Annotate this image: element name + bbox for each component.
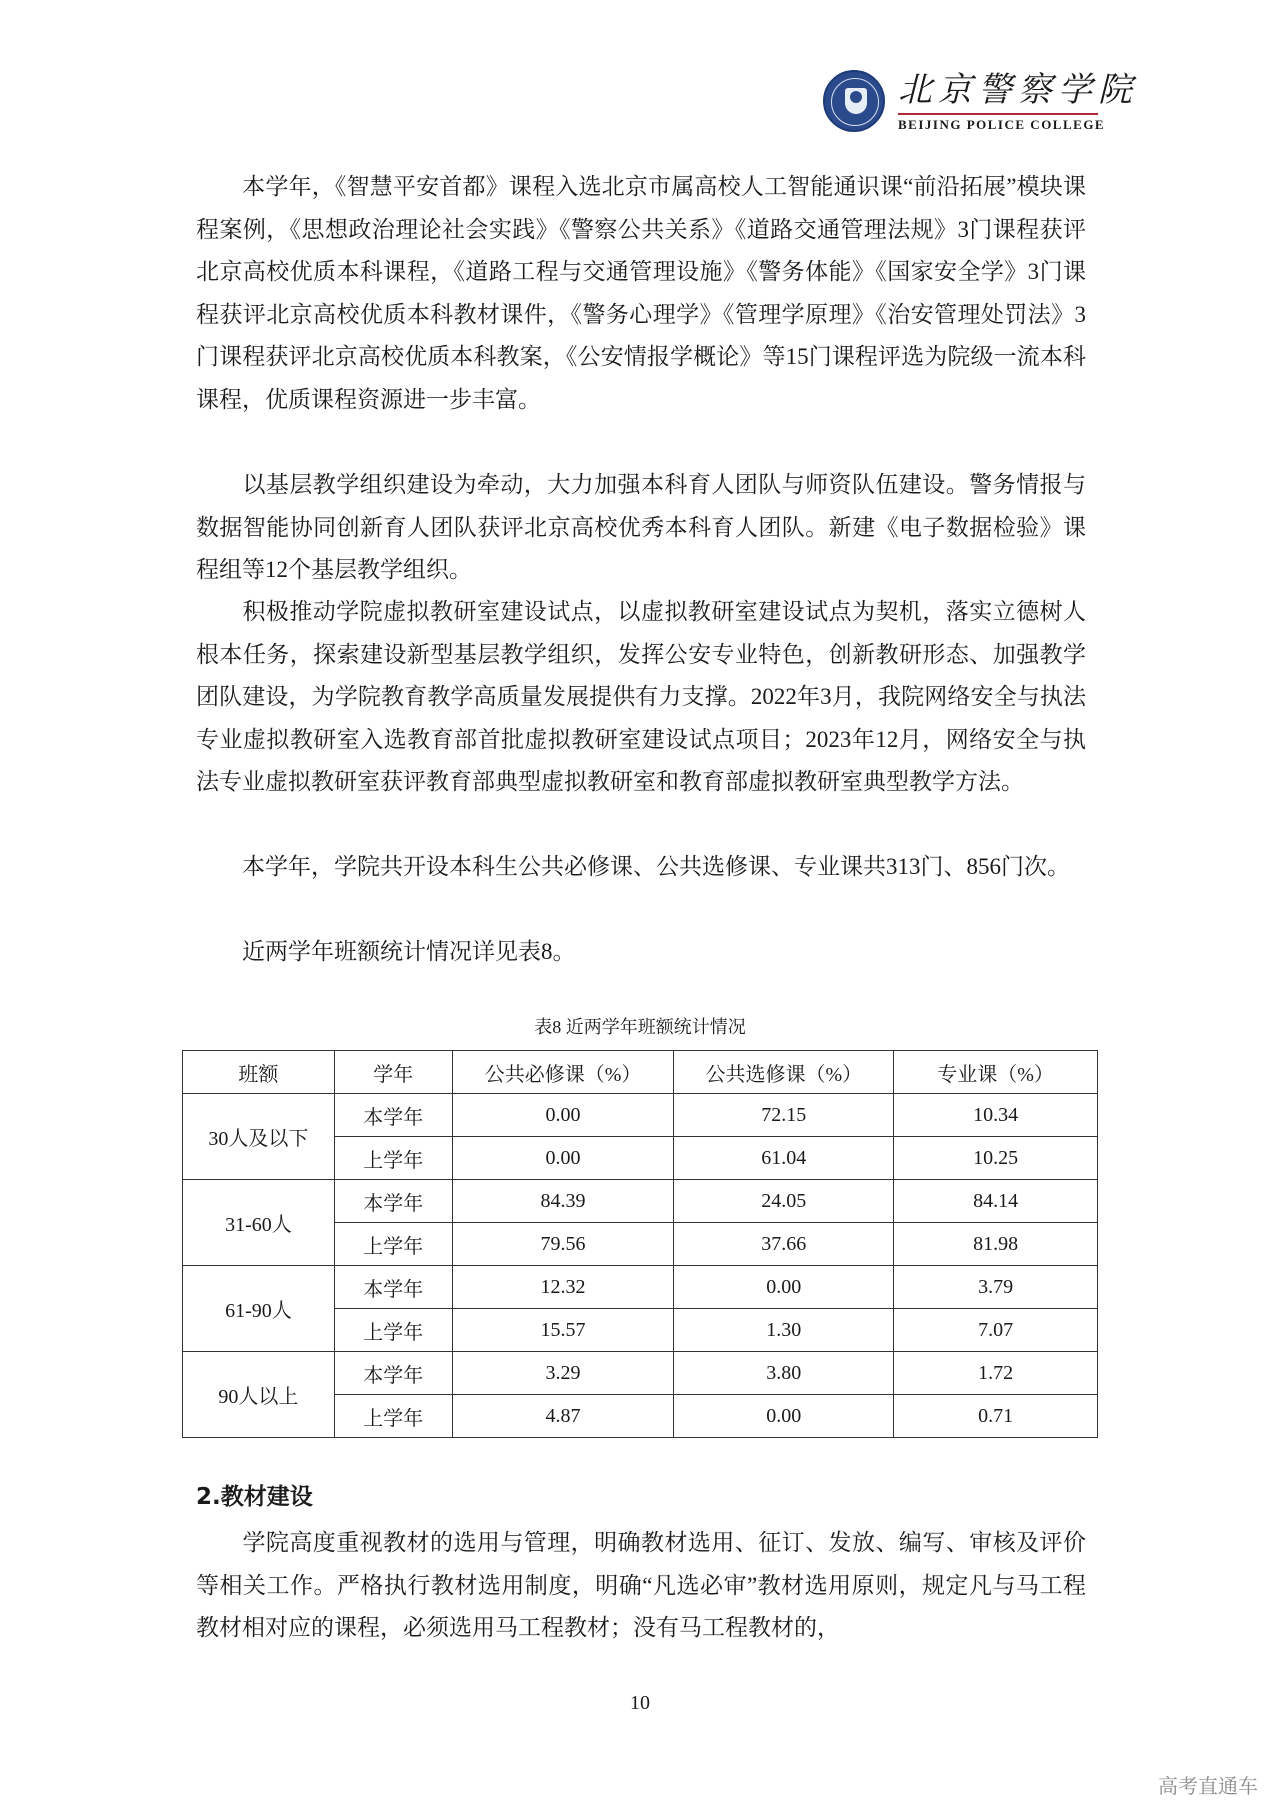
college-logo <box>823 70 1138 132</box>
paragraph-text: 以基层教学组织建设为牵动，大力加强本科育人团队与师资队伍建设。警务情报与数据智能协同创新育人团队获评北京高校优秀本科育人团队。新建《电子数据检验》课程组等12个基层教学组织。 <box>196 472 1086 582</box>
year-cell: 本学年 <box>334 1094 452 1137</box>
value-cell: 3.29 <box>452 1352 674 1395</box>
class-size-table <box>182 1050 1098 1438</box>
paragraph-textbooks <box>196 1522 1086 1650</box>
value-cell: 24.05 <box>674 1180 894 1223</box>
value-cell: 81.98 <box>894 1223 1098 1266</box>
page-number: 10 <box>630 1692 650 1714</box>
value-cell: 3.79 <box>894 1266 1098 1309</box>
header-public-required: 公共必修课（%） <box>452 1051 674 1094</box>
table-row <box>183 1266 1098 1309</box>
table-row <box>183 1094 1098 1137</box>
paragraph-text: 本学年，学院共开设本科生公共必修课、公共选修课、专业课共313门、856门次。 <box>242 854 1070 879</box>
table-row <box>183 1352 1098 1395</box>
paragraph-text: 学院高度重视教材的选用与管理，明确教材选用、征订、发放、编写、审核及评价等相关工作。严格执行教材选用制度，明确“凡选必审”教材选用原则，规定凡与马工程教材相对应的课程，必须选用马工程教材；没有马工程教材的， <box>196 1530 1086 1640</box>
year-cell: 上学年 <box>334 1309 452 1352</box>
value-cell: 61.04 <box>674 1137 894 1180</box>
value-cell: 84.14 <box>894 1180 1098 1223</box>
value-cell: 3.80 <box>674 1352 894 1395</box>
paragraph-courses <box>196 166 1086 421</box>
value-cell: 7.07 <box>894 1309 1098 1352</box>
value-cell: 1.72 <box>894 1352 1098 1395</box>
value-cell: 79.56 <box>452 1223 674 1266</box>
value-cell: 15.57 <box>452 1309 674 1352</box>
table-caption: 表8 近两学年班额统计情况 <box>534 1017 746 1037</box>
class-size-cell: 30人及以下 <box>183 1094 335 1180</box>
header-year: 学年 <box>334 1051 452 1094</box>
value-cell: 0.00 <box>452 1094 674 1137</box>
value-cell: 0.00 <box>674 1266 894 1309</box>
class-size-cell: 61-90人 <box>183 1266 335 1352</box>
year-cell: 本学年 <box>334 1180 452 1223</box>
paragraph-teaching-teams <box>196 464 1086 592</box>
year-cell: 上学年 <box>334 1395 452 1438</box>
class-size-cell: 31-60人 <box>183 1180 335 1266</box>
value-cell: 10.34 <box>894 1094 1098 1137</box>
section-title: 2.教材建设 <box>196 1484 313 1510</box>
value-cell: 12.32 <box>452 1266 674 1309</box>
value-cell: 10.25 <box>894 1137 1098 1180</box>
header-public-elective: 公共选修课（%） <box>674 1051 894 1094</box>
year-cell: 上学年 <box>334 1223 452 1266</box>
watermark: 高考直通车 <box>1158 1774 1258 1798</box>
value-cell: 72.15 <box>674 1094 894 1137</box>
table-row <box>183 1180 1098 1223</box>
value-cell: 0.00 <box>674 1395 894 1438</box>
value-cell: 0.00 <box>452 1137 674 1180</box>
paragraph-course-count <box>196 846 1086 889</box>
table-header-row <box>183 1051 1098 1094</box>
value-cell: 84.39 <box>452 1180 674 1223</box>
logo-divider <box>898 113 1098 115</box>
paragraph-text: 积极推动学院虚拟教研室建设试点，以虚拟教研室建设试点为契机，落实立德树人根本任务，探索建设新型基层教学组织，发挥公安专业特色，创新教研形态、加强教学团队建设，为学院教育教学高质量发展提供有力支撑。2022年3月，我院网络安全与执法专业虚拟教研室入选教育部首批虚拟教研室建设试点项目；2023年12月，网络安全与执法专业虚拟教研室获评教育部典型虚拟教研室和教育部虚拟教研室典型教学方法。 <box>196 599 1087 794</box>
paragraph-virtual-lab <box>196 591 1086 804</box>
logo-english-name: BEIJING POLICE COLLEGE <box>898 117 1106 132</box>
value-cell: 1.30 <box>674 1309 894 1352</box>
year-cell: 上学年 <box>334 1137 452 1180</box>
class-size-cell: 90人以上 <box>183 1352 335 1438</box>
value-cell: 4.87 <box>452 1395 674 1438</box>
paragraph-table-ref <box>196 931 1086 974</box>
header-class-size: 班额 <box>183 1051 335 1094</box>
year-cell: 本学年 <box>334 1352 452 1395</box>
value-cell: 37.66 <box>674 1223 894 1266</box>
year-cell: 本学年 <box>334 1266 452 1309</box>
value-cell: 0.71 <box>894 1395 1098 1438</box>
police-college-emblem-icon <box>823 70 885 132</box>
logo-chinese-name: 北京警察学院 <box>898 70 1138 110</box>
header-major: 专业课（%） <box>894 1051 1098 1094</box>
paragraph-text: 本学年，《智慧平安首都》课程入选北京市属高校人工智能通识课“前沿拓展”模块课程案例，《思想政治理论社会实践》《警察公共关系》《道路交通管理法规》3门课程获评北京高校优质本科课程，《道路工程与交通管理设施》《警务体能》《国家安全学》3门课程获评北京高校优质本科教材课件，《警务心理学》《管理学原理》《治安管理处罚法》3门课程获评北京高校优质本科教案，《公安情报学概论》等15门课程评选为院级一流本科课程，优质课程资源进一步丰富。 <box>196 174 1086 412</box>
paragraph-text: 近两学年班额统计情况详见表8。 <box>242 939 576 964</box>
